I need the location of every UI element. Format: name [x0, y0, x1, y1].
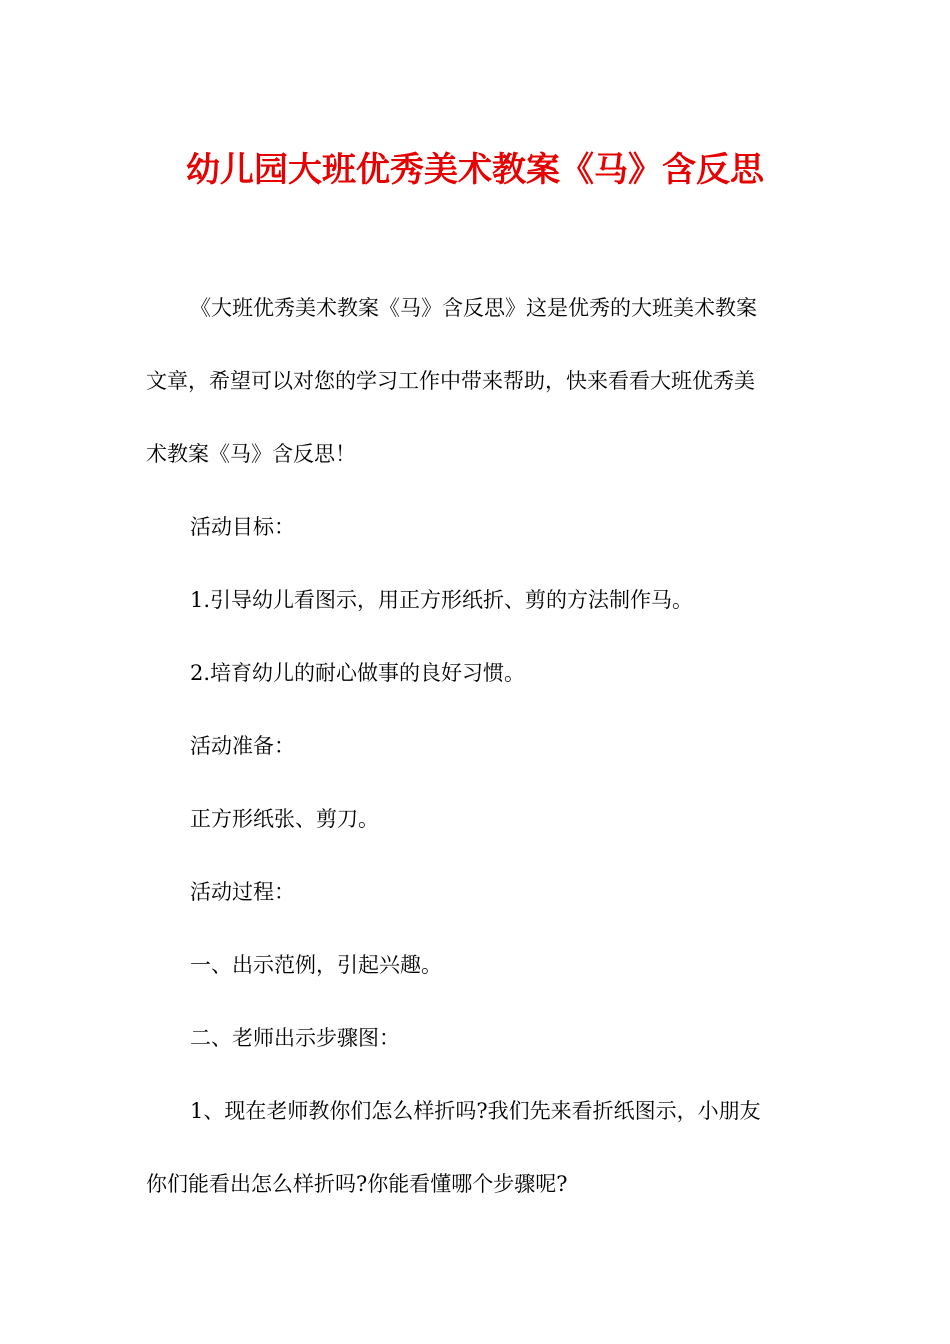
goal-item-2: 2.培育幼儿的耐心做事的良好习惯。 — [190, 661, 526, 685]
folding-question-line-1: 1、现在老师教你们怎么样折吗?我们先来看折纸图示，小朋友 — [190, 1099, 761, 1123]
process-step-2: 二、老师出示步骤图： — [190, 1026, 400, 1050]
goal-item-1: 1.引导幼儿看图示，用正方形纸折、剪的方法制作马。 — [190, 588, 694, 612]
document-body — [146, 272, 806, 1221]
folding-question-line-2: 你们能看出怎么样折吗?你能看懂哪个步骤呢? — [146, 1172, 568, 1196]
process-step-1: 一、出示范例，引起兴趣。 — [190, 953, 442, 977]
intro-line-3: 术教案《马》含反思！ — [146, 442, 356, 466]
paragraph-intro — [146, 272, 806, 491]
paragraph-folding-question — [146, 1075, 806, 1221]
document-title: 幼儿园大班优秀美术教案《马》含反思 — [186, 150, 764, 190]
intro-line-1: 《大班优秀美术教案《马》含反思》这是优秀的大班美术教案 — [190, 296, 757, 320]
heading-activity-preparation: 活动准备： — [190, 734, 295, 758]
preparation-materials: 正方形纸张、剪刀。 — [190, 807, 379, 831]
heading-activity-goals: 活动目标： — [190, 515, 295, 539]
heading-activity-process: 活动过程： — [190, 880, 295, 904]
intro-line-2: 文章，希望可以对您的学习工作中带来帮助，快来看看大班优秀美 — [146, 369, 755, 393]
